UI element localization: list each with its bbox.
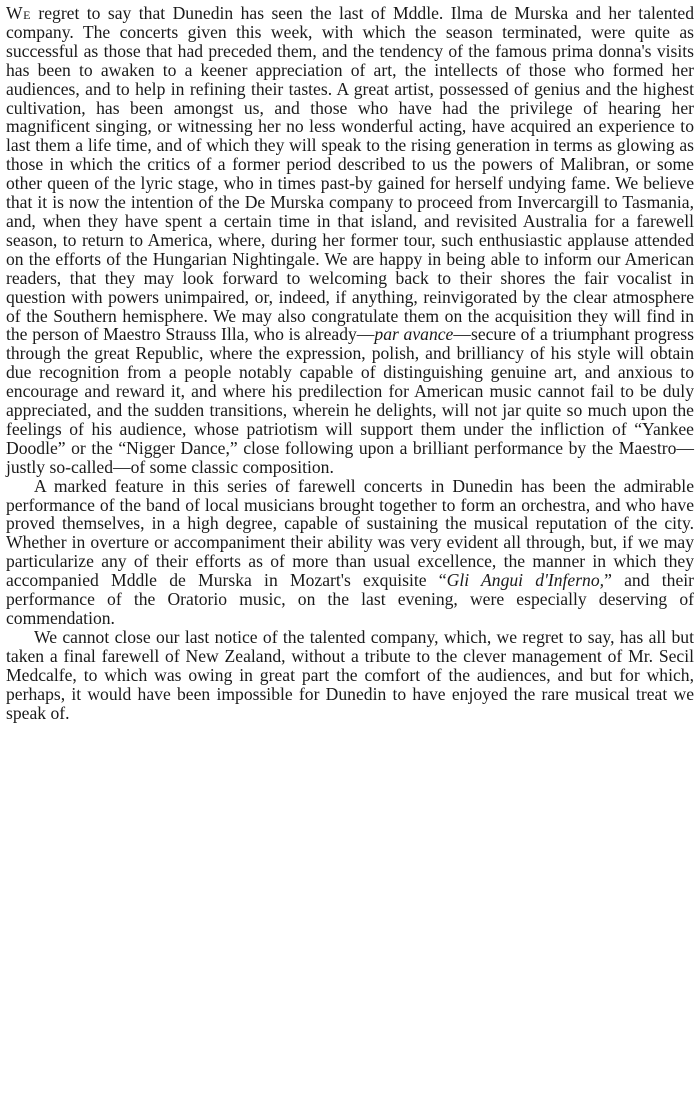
- paragraph-1-text-a: regret to say that Dunedin has seen the last of Mddle. Ilma de Murska and her talented company. The concerts given this week, with which the season terminated, were quite as successful as those that had preceded them, and the tendency of the famous prima donna's visits has been to awaken to a keener appreciation of art, the intellects of those who formed her audiences, and to help in refining their tastes. A great artist, possessed of genius and the highest cultivation, has been amongst us, and those who have had the privilege of hearing her magnificent singing, or witnessing her no less wonderful acting, have acquired an experience to last them a life time, and of which they will speak to the rising generation in terms as glowing as those in which the critics of a former period described to us the powers of Malibran, or some other queen of the lyric stage, who in times past-by gained for herself undying fame. We believe that it is now the intention of the De Murska company to proceed from Invercargill to Tasmania, and, when they have spent a certain time in that island, and revisited Australia for a farewell season, to return to America, where, during her former tour, such enthusiastic applause attended on the efforts of the Hungarian Nightingale. We are happy in being able to inform our American readers, that they may look forward to welcoming back to their shores the fair vocalist in question with powers unimpaired, or, indeed, if anything, reinvigorated by the clear atmosphere of the Southern hemisphere. We may also congratulate them on the acquisition they will find in the person of Maestro Strauss Illa, who is already—: [6, 3, 694, 345]
- newspaper-column: [6, 4, 694, 722]
- paragraph-2-text-b: ” and their performance of the Oratorio music, on the last evening, were especially deserving of commendation.: [6, 570, 694, 628]
- article-paragraph-2: [6, 477, 694, 628]
- article-paragraph-1: [6, 4, 694, 477]
- opening-word: We: [6, 3, 31, 23]
- paragraph-2-text-a: A marked feature in this series of farewell concerts in Dunedin has been the admirable performance of the band of local musicians brought together to form an orchestra, and who have proved themselves, in a high degree, capable of sustaining the musical reputation of the city. Whether in overture or accompaniment their ability was very evident all through, but, if we may particularize any of their efforts as of more than usual excellence, the manner in which they accompanied Mddle de Murska in Mozart's exquisite “: [6, 475, 694, 591]
- paragraph-1-text-b: —secure of a triumphant progress through the great Republic, where the expression, polish, and brilliancy of his style will obtain due recognition from a people notably capable of distinguishing genuine art, and anxious to encourage and reward it, and where his predilection for American music cannot fail to be duly appreciated, and the sudden transitions, wherein he delights, will not jar quite so much upon the feelings of his audience, whose patriotism will support them under the infliction of “Yankee Doodle” or the “Nigger Dance,” close following upon a brilliant performance by the Maestro—justly so-called—of some classic composition.: [6, 324, 694, 477]
- italic-title-gli-angui: Gli Angui d'Inferno,: [446, 570, 605, 591]
- article-paragraph-3: We cannot close our last notice of the talented company, which, we regret to say, has all but taken a final farewell of New Zealand, without a tribute to the clever management of Mr. Secil Medcalfe, to which was owing in great part the comfort of the audiences, and but for which, perhaps, it would have been impossible for Dunedin to have enjoyed the rare musical treat we speak of.: [6, 626, 694, 723]
- italic-phrase-par-avance: par avance: [374, 324, 454, 345]
